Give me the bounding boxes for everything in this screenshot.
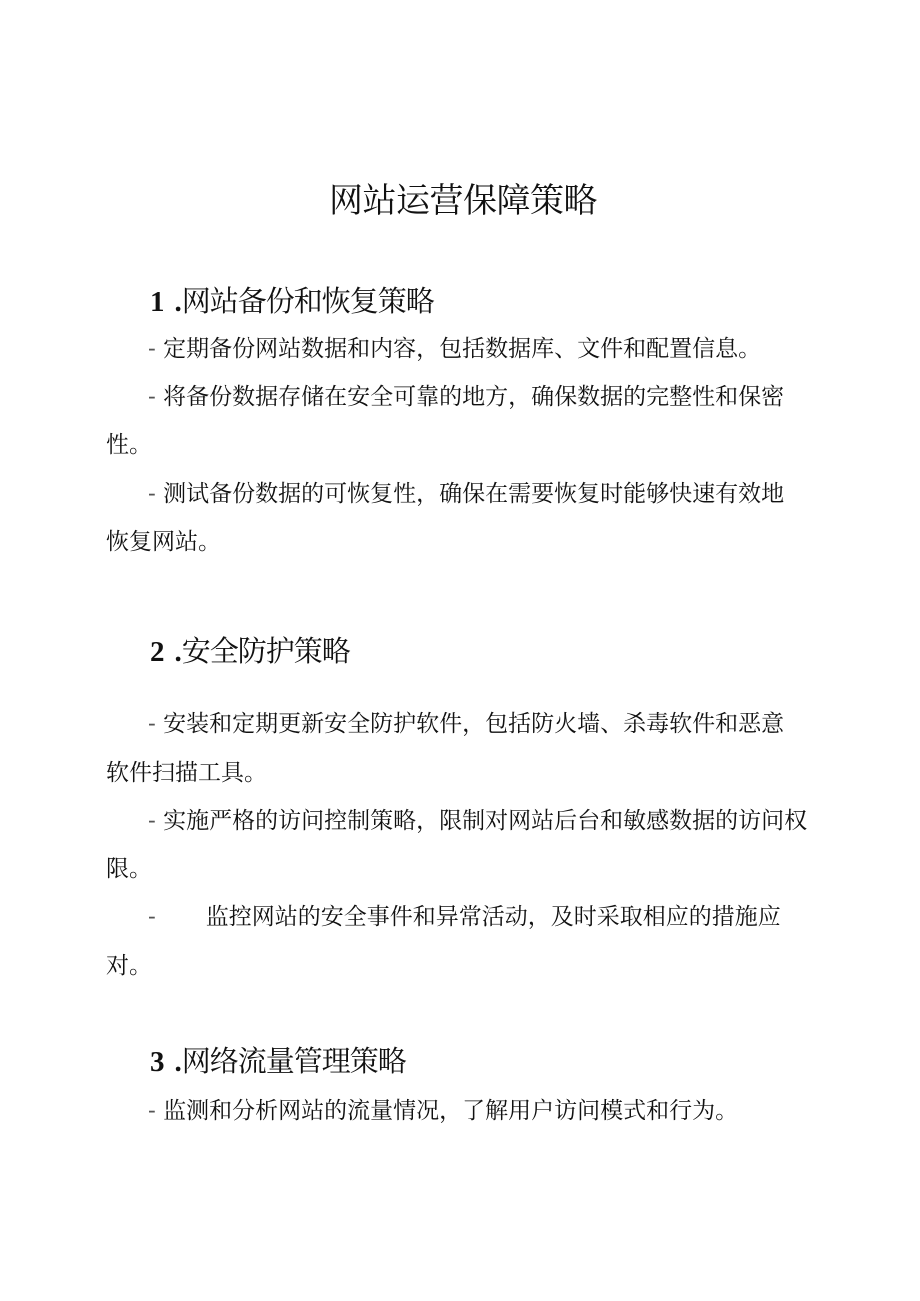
section-1-heading: [150, 283, 434, 320]
bullet-dash: -: [148, 904, 156, 930]
section-1-line-3-cont: [106, 529, 221, 555]
section-2-line-3: [148, 904, 781, 930]
section-2-line-1-cont: [106, 760, 267, 786]
bullet-dash: -: [148, 336, 156, 362]
section-3-line-1: [148, 1098, 738, 1124]
section-title: 网站备份和恢复策略: [181, 284, 434, 318]
section-2-line-1: [148, 711, 784, 737]
paragraph-text: 测试备份数据的可恢复性，确保在需要恢复时能够快速有效地: [155, 481, 785, 507]
bullet-dash: -: [148, 384, 156, 410]
section-1-line-2: [148, 384, 784, 410]
paragraph-text: 性。: [106, 432, 152, 458]
section-number-dot: .: [174, 1046, 182, 1078]
paragraph-text: 实施严格的访问控制策略，限制对网站后台和敏感数据的访问权: [155, 808, 808, 834]
paragraph-text: 将备份数据存储在安全可靠的地方，确保数据的完整性和保密: [155, 384, 785, 410]
section-2-line-2: [148, 808, 807, 834]
paragraph-text: 软件扫描工具。: [106, 760, 267, 786]
section-2-line-3-cont: [106, 953, 152, 979]
section-number-dot: .: [174, 636, 182, 668]
document-title: 网站运营保障策略: [329, 181, 597, 221]
bullet-dash: -: [148, 481, 156, 507]
section-1-line-2-cont: [106, 432, 152, 458]
paragraph-text: 监测和分析网站的流量情况，了解用户访问模式和行为。: [155, 1098, 739, 1124]
section-title: 网络流量管理策略: [181, 1044, 406, 1078]
section-number: 3: [150, 1046, 165, 1078]
paragraph-text: 限。: [106, 856, 152, 882]
section-1-line-3: [148, 481, 784, 507]
section-2-line-2-cont: [106, 856, 152, 882]
paragraph-text: 安装和定期更新安全防护软件，包括防火墙、杀毒软件和恶意: [155, 711, 785, 737]
paragraph-text: 恢复网站。: [106, 529, 221, 555]
bullet-dash: -: [148, 808, 156, 834]
section-title: 安全防护策略: [181, 634, 350, 668]
section-2-heading: [150, 633, 350, 670]
section-3-heading: [150, 1043, 406, 1080]
section-number: 2: [150, 636, 165, 668]
paragraph-text: 定期备份网站数据和内容，包括数据库、文件和配置信息。: [155, 336, 762, 362]
paragraph-text: 监控网站的安全事件和异常活动，及时采取相应的措施应: [205, 904, 781, 930]
bullet-dash: -: [148, 1098, 156, 1124]
bullet-dash: -: [148, 711, 156, 737]
paragraph-text: 对。: [106, 953, 152, 979]
section-number-dot: .: [174, 286, 182, 318]
section-number: 1: [150, 286, 165, 318]
section-1-line-1: [148, 336, 761, 362]
